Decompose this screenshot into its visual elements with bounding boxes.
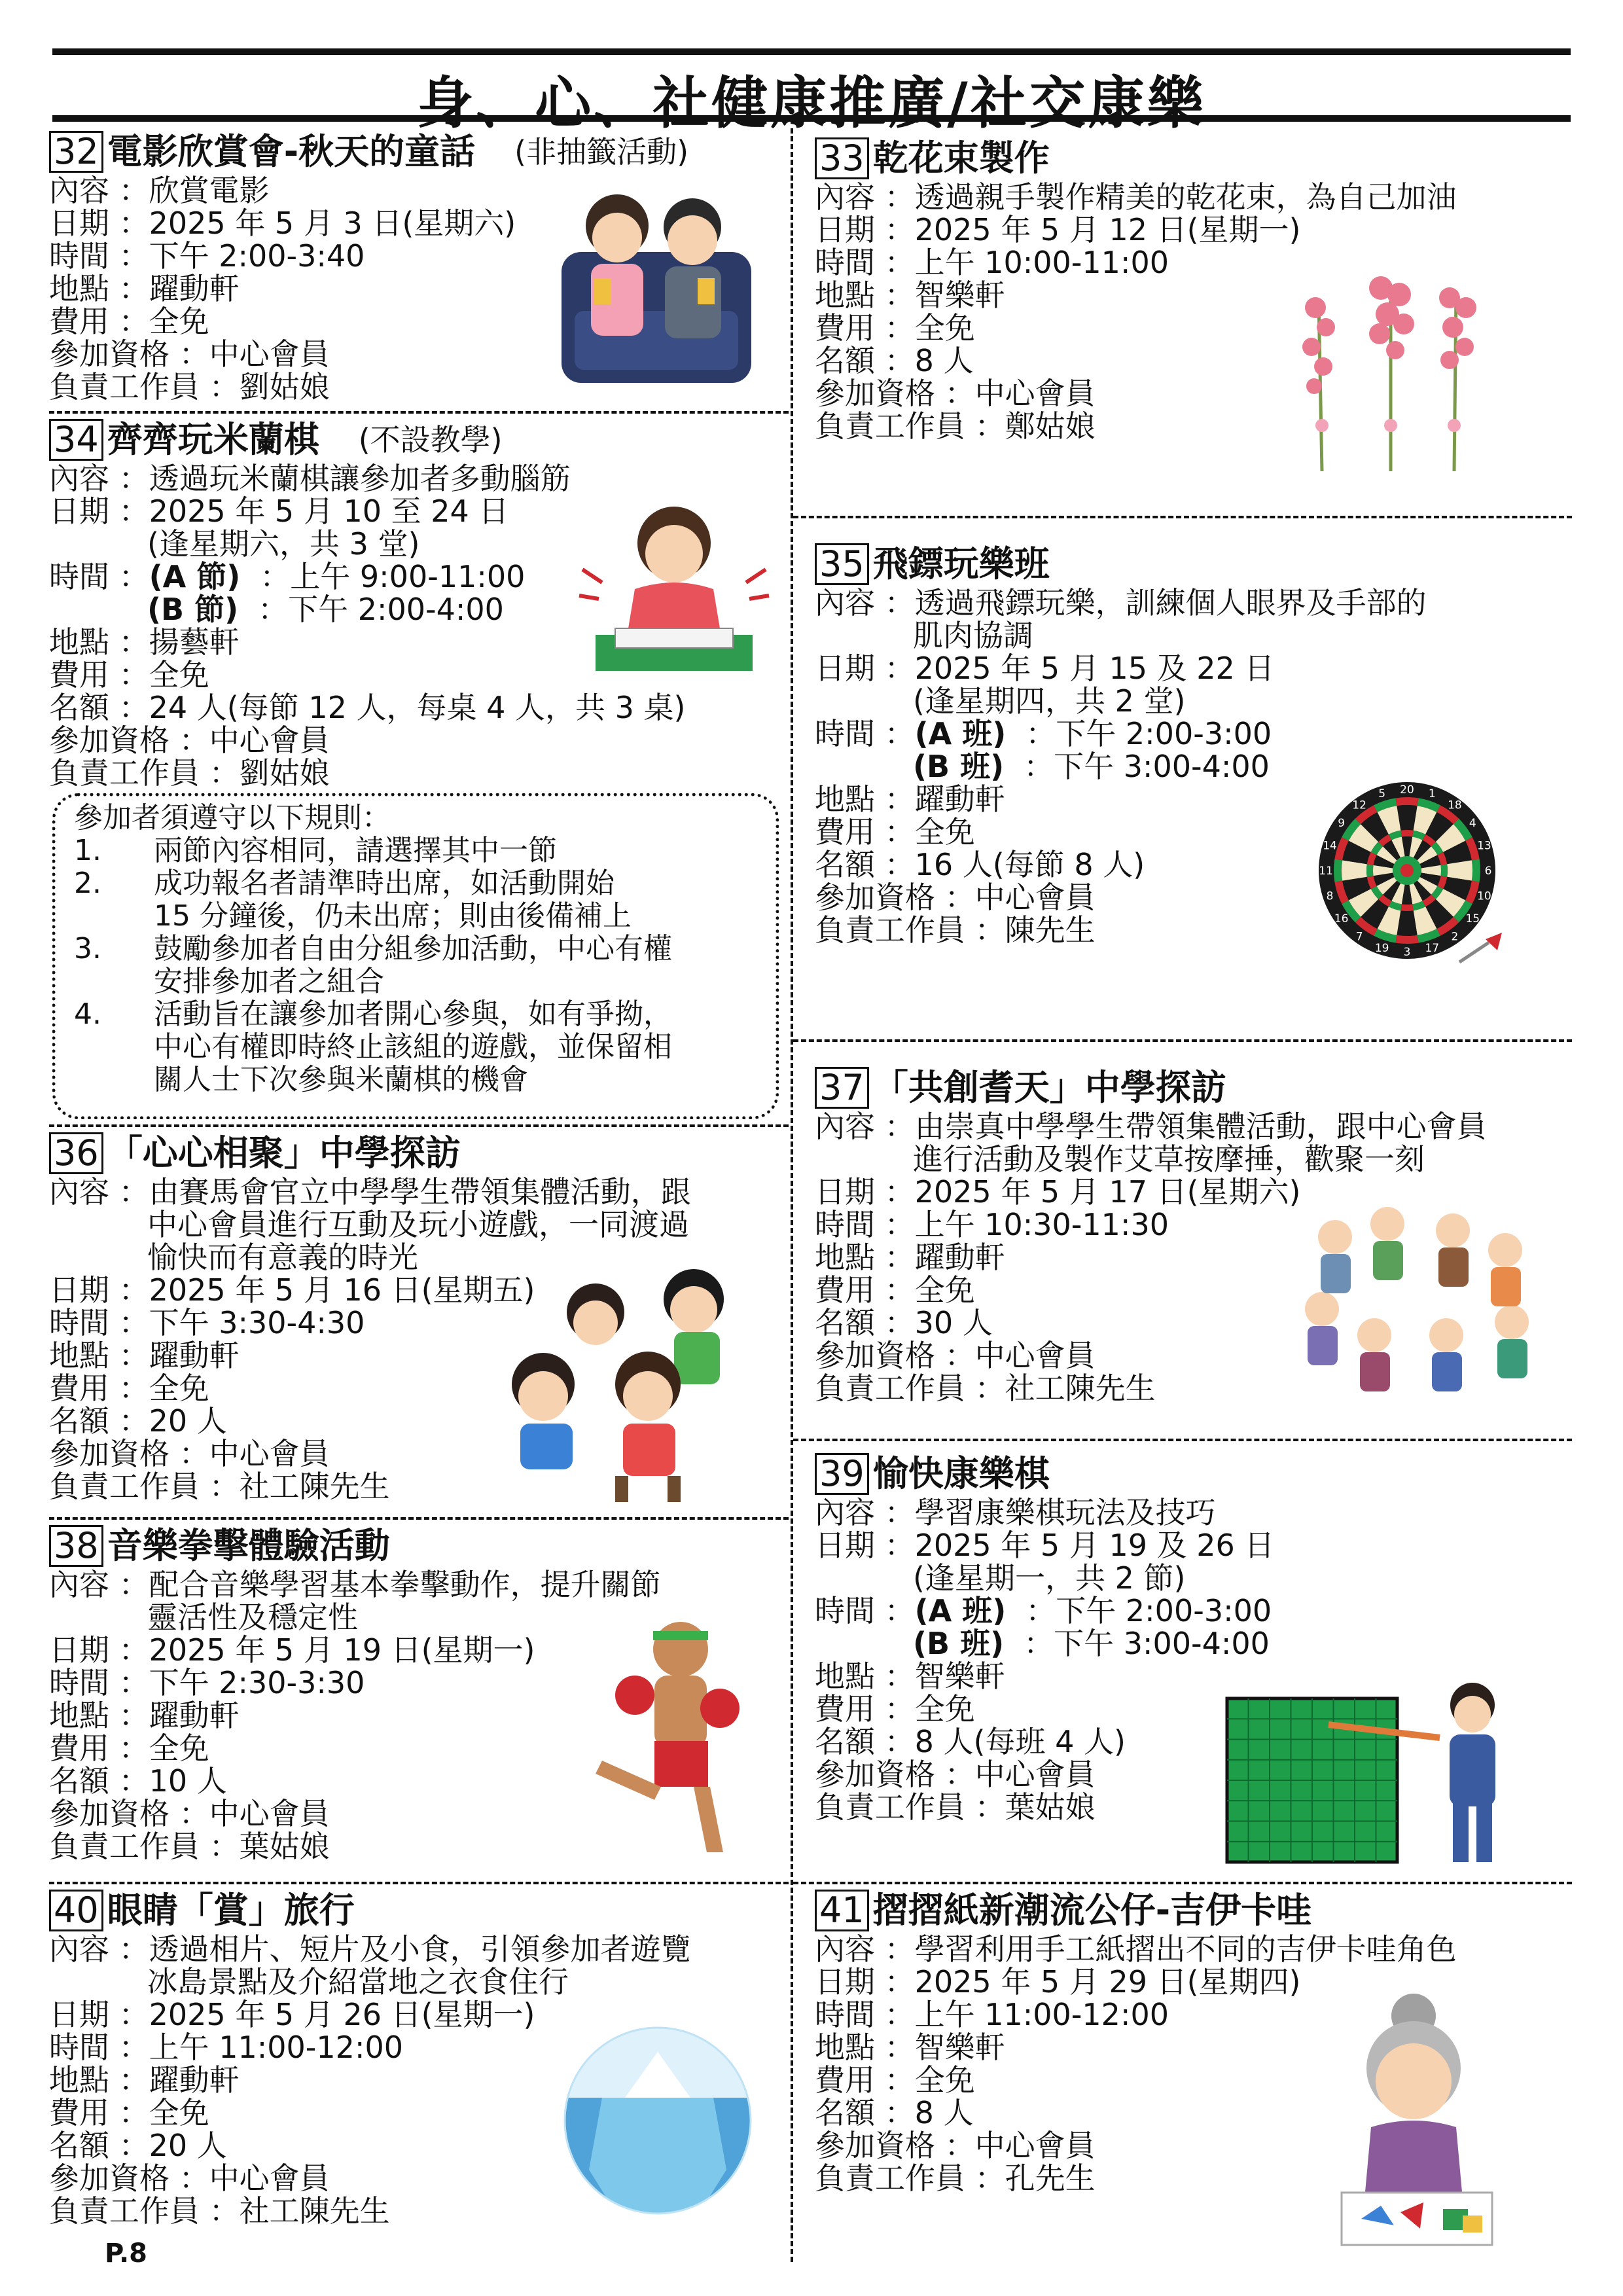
staff-label: 負責工作員 ： <box>49 369 240 404</box>
content-value: 學習利用手工紙摺出不同的吉伊卡哇角色 <box>914 1931 1457 1967</box>
venue-value: 智樂軒 <box>914 1659 1005 1694</box>
dartboard-segment <box>1440 864 1448 876</box>
rule-text-line: 鼓勵參加者自由分組參加活動，中心有權 <box>154 932 672 965</box>
content-label: 內容 ： <box>815 1109 915 1144</box>
class-b-label: (B 班) <box>913 1626 1005 1661</box>
section-header <box>49 130 782 174</box>
fee-value: 全免 <box>914 310 975 346</box>
venue-value: 躍動軒 <box>149 1338 240 1373</box>
dartboard-number: 6 <box>1484 865 1492 878</box>
venue-value: 躍動軒 <box>914 781 1005 817</box>
divider-right-1 <box>793 516 1572 518</box>
rule-text-line: 活動旨在讓參加者開心參與，如有爭拗， <box>154 997 672 1031</box>
time-label: 時間 ： <box>49 1305 149 1340</box>
dartboard-number: 8 <box>1326 889 1334 903</box>
rules-box <box>52 793 779 1119</box>
section-note: (不設教學) <box>358 422 503 457</box>
section-title: 齊齊玩米蘭棋 <box>107 419 319 460</box>
time-label: 時間 ： <box>49 238 149 274</box>
class-a-label: (A 班) <box>914 716 1007 751</box>
time-label: 時間 ： <box>49 559 149 594</box>
iceberg-illustration <box>563 2000 753 2242</box>
rule-text-line: 關人士下次參與米蘭棋的機會 <box>154 1063 528 1096</box>
time-label: 時間 ： <box>49 2030 149 2065</box>
dartboard-segment <box>1400 904 1413 911</box>
staff-label: 負責工作員 ： <box>815 1371 1005 1406</box>
fee-label: 費用 ： <box>49 657 149 692</box>
quota-value: 30 人 <box>914 1305 993 1340</box>
section-number: 33 <box>815 137 869 179</box>
date-label: 日期 ： <box>49 1632 149 1668</box>
class-a-label: (A 班) <box>914 1593 1007 1628</box>
date-value: 2025 年 5 月 29 日(星期四) <box>914 1964 1301 2000</box>
fee-value: 全免 <box>914 1691 975 1727</box>
date-value: 2025 年 5 月 19 及 26 日 <box>914 1528 1275 1563</box>
content-label: 內容 ： <box>815 1931 915 1967</box>
fee-value: 全免 <box>914 2062 975 2098</box>
time-label: 時間 ： <box>815 1207 915 1242</box>
content-value-cont: 冰島景點及介紹當地之衣食住行 <box>147 1964 569 2000</box>
rules-list <box>56 834 776 1096</box>
fee-value: 全免 <box>149 304 209 339</box>
eligibility-label: 參加資格 ： <box>49 336 209 372</box>
dartboard-number: 10 <box>1477 889 1491 903</box>
staff-value: 陳先生 <box>1005 912 1096 948</box>
section-title: 愉快康樂棋 <box>872 1453 1050 1494</box>
staff-label: 負責工作員 ： <box>815 1789 1005 1825</box>
rule-text <box>154 867 776 933</box>
staff-value: 社工陳先生 <box>239 1469 390 1504</box>
content-label: 內容 ： <box>49 1174 149 1210</box>
section-number: 41 <box>815 1890 869 1931</box>
date-label: 日期 ： <box>49 206 149 241</box>
page-number: P.8 <box>105 2238 147 2269</box>
staff-label: 負責工作員 ： <box>49 755 240 791</box>
dartboard-segment <box>1366 864 1374 876</box>
kickboxer-illustration <box>576 1604 772 1865</box>
fee-value: 全免 <box>914 814 975 850</box>
students-playing-illustration <box>484 1260 772 1509</box>
dartboard-segment <box>1395 935 1418 944</box>
venue-label: 地點 ： <box>49 271 149 306</box>
time-label: 時間 ： <box>815 716 915 751</box>
fee-value: 全免 <box>149 657 209 692</box>
staff-value: 社工陳先生 <box>1005 1371 1156 1406</box>
dartboard-number: 3 <box>1403 946 1411 959</box>
venue-label: 地點 ： <box>815 1659 915 1694</box>
content-label: 內容 ： <box>49 1931 149 1967</box>
content-value: 透過飛鏢玩樂，訓練個人眼界及手部的 <box>914 585 1427 620</box>
section-number: 32 <box>49 131 103 173</box>
content-label: 內容 ： <box>815 1495 915 1530</box>
section-number: 34 <box>49 419 103 461</box>
date-value: 2025 年 5 月 17 日(星期六) <box>914 1174 1301 1210</box>
dartboard-segment <box>1334 859 1342 882</box>
content-value: 由賽馬會官立中學學生帶領集體活動，跟 <box>149 1174 691 1210</box>
quota-label: 名額 ： <box>815 847 915 882</box>
fee-label: 費用 ： <box>815 814 915 850</box>
quota-value: 8 人 <box>914 343 974 378</box>
venue-value: 躍動軒 <box>149 1698 240 1733</box>
eligibility-value: 中心會員 <box>974 880 1096 915</box>
fee-label: 費用 ： <box>49 1371 149 1406</box>
rule-item <box>56 867 776 933</box>
venue-label: 地點 ： <box>49 1698 149 1733</box>
rule-item <box>56 834 776 867</box>
column-divider <box>791 128 793 2262</box>
content-value-cont: 中心會員進行互動及玩小遊戲，一同渡過 <box>147 1207 689 1242</box>
eligibility-label: 參加資格 ： <box>815 1757 975 1792</box>
section-number: 37 <box>815 1067 869 1109</box>
date-detail: (逢星期一，共 2 節) <box>913 1560 1186 1596</box>
fee-label: 費用 ： <box>815 1272 915 1308</box>
content-label: 內容 ： <box>49 1567 149 1602</box>
rule-text-line: 15 分鐘後，仍未出席；則由後備補上 <box>154 899 632 933</box>
dartboard-illustration <box>1315 779 1512 982</box>
dartboard-number: 12 <box>1352 798 1366 812</box>
dartboard-number: 11 <box>1319 865 1333 878</box>
eligibility-value: 中心會員 <box>209 723 330 758</box>
top-rule <box>52 48 1571 55</box>
page-title: 身、心、社健康推廣/社交康樂 <box>417 71 1206 136</box>
content-value: 學習康樂棋玩法及技巧 <box>914 1495 1216 1530</box>
section-title: 乾花束製作 <box>872 137 1050 179</box>
date-label: 日期 ： <box>815 212 915 247</box>
fee-label: 費用 ： <box>49 304 149 339</box>
eligibility-label: 參加資格 ： <box>815 2128 975 2163</box>
dartboard-number: 13 <box>1477 839 1491 853</box>
rule-text-line: 安排參加者之組合 <box>154 965 384 998</box>
content-value-cont: 靈活性及穩定性 <box>147 1600 358 1635</box>
divider-right-4 <box>793 1882 1572 1884</box>
rule-text <box>154 933 776 998</box>
time-value: 下午 2:30-3:30 <box>149 1665 365 1700</box>
board-game-player-illustration <box>569 497 779 687</box>
dartboard-number: 2 <box>1451 930 1459 944</box>
section-number: 38 <box>49 1525 103 1567</box>
cinema-couple-illustration <box>555 180 758 396</box>
fee-label: 費用 ： <box>815 310 915 346</box>
staff-label: 負責工作員 ： <box>49 1829 240 1864</box>
quota-label: 名額 ： <box>49 690 149 725</box>
quota-value: 8 人 <box>914 2095 974 2130</box>
fee-label: 費用 ： <box>49 1731 149 1766</box>
venue-value: 躍動軒 <box>914 1240 1005 1275</box>
section-number: 40 <box>49 1890 103 1931</box>
quota-label: 名額 ： <box>815 343 915 378</box>
eligibility-value: 中心會員 <box>974 2128 1096 2163</box>
dried-flower-bouquets-illustration <box>1283 262 1499 484</box>
dartboard-number: 19 <box>1374 941 1389 955</box>
staff-value: 劉姑娘 <box>239 755 330 791</box>
content-value: 透過玩米蘭棋讓參加者多動腦筋 <box>149 461 571 496</box>
divider-right-2 <box>793 1039 1572 1042</box>
section-header <box>815 1452 1567 1496</box>
staff-value: 葉姑娘 <box>1005 1789 1096 1825</box>
section-header <box>49 1888 782 1933</box>
dartboard-segment <box>1400 830 1413 837</box>
fee-value: 全免 <box>914 1272 975 1308</box>
divider-left-2 <box>49 1124 789 1127</box>
section-header <box>49 418 782 462</box>
dartboard-number: 7 <box>1355 930 1363 944</box>
section-header <box>815 136 1567 181</box>
quota-value: 8 人(每班 4 人) <box>914 1724 1126 1759</box>
time-value: 上午 10:00-11:00 <box>914 245 1169 280</box>
dartboard-segment <box>1395 797 1418 806</box>
date-label: 日期 ： <box>49 493 149 529</box>
eligibility-value: 中心會員 <box>209 2161 330 2196</box>
quota-label: 名額 ： <box>49 1403 149 1439</box>
time-value: 上午 10:30-11:30 <box>914 1207 1169 1242</box>
date-label: 日期 ： <box>49 1272 149 1308</box>
section-header <box>815 542 1567 586</box>
class-b-time: ：下午 3:00-4:00 <box>1024 749 1270 784</box>
date-label: 日期 ： <box>815 1964 915 2000</box>
content-value: 透過親手製作精美的乾花束，為自己加油 <box>914 179 1457 215</box>
rule-text-line: 兩節內容相同，請選擇其中一節 <box>154 834 557 867</box>
fee-label: 費用 ： <box>815 2062 915 2098</box>
date-label: 日期 ： <box>49 1997 149 2032</box>
eligibility-label: 參加資格 ： <box>815 1338 975 1373</box>
section-title: 眼睛「賞」旅行 <box>107 1890 355 1931</box>
rules-heading: 參加者須遵守以下規則： <box>74 801 391 834</box>
venue-label: 地點 ： <box>815 2030 915 2065</box>
date-value: 2025 年 5 月 16 日(星期五) <box>149 1272 535 1308</box>
quota-label: 名額 ： <box>815 2095 915 2130</box>
time-label: 時間 ： <box>815 1997 915 2032</box>
time-value: 上午 11:00-12:00 <box>149 2030 403 2065</box>
time-value: 下午 3:30-4:30 <box>149 1305 365 1340</box>
date-detail: (逢星期六，共 3 堂) <box>147 526 420 562</box>
content-value: 欣賞電影 <box>149 173 270 208</box>
fee-label: 費用 ： <box>49 2095 149 2130</box>
eligibility-label: 參加資格 ： <box>815 880 975 915</box>
dartboard-number: 1 <box>1428 787 1436 801</box>
group-circle-illustration <box>1283 1198 1544 1420</box>
venue-value: 躍動軒 <box>149 2062 240 2098</box>
divider-right-3 <box>793 1439 1572 1441</box>
quota-label: 名額 ： <box>49 1763 149 1799</box>
quota-label: 名額 ： <box>815 1724 915 1759</box>
staff-value: 鄭姑娘 <box>1005 408 1096 444</box>
content-value: 透過相片、短片及小食，引領參加者遊覽 <box>149 1931 691 1967</box>
divider-left-3 <box>49 1517 789 1520</box>
session-b-time: ：下午 2:00-4:00 <box>258 592 504 627</box>
date-value: 2025 年 5 月 19 日(星期一) <box>149 1632 535 1668</box>
venue-value: 揚藝軒 <box>149 624 240 660</box>
content-value-cont: 愉快而有意義的時光 <box>147 1240 418 1275</box>
rule-number: 3. <box>74 932 101 965</box>
section-header <box>49 1131 782 1175</box>
section-header <box>815 1066 1567 1110</box>
fee-value: 全免 <box>149 1731 209 1766</box>
dartboard-number: 5 <box>1378 787 1386 801</box>
date-label: 日期 ： <box>815 1174 915 1210</box>
eligibility-label: 參加資格 ： <box>49 1796 209 1831</box>
venue-value: 智樂軒 <box>914 2030 1005 2065</box>
content-value: 配合音樂學習基本拳擊動作，提升關節 <box>149 1567 661 1602</box>
quota-value: 16 人(每節 8 人) <box>914 847 1145 882</box>
class-a-time: ：下午 2:00-3:00 <box>1026 716 1272 751</box>
eligibility-label: 參加資格 ： <box>49 723 209 758</box>
staff-value: 劉姑娘 <box>239 369 330 404</box>
section-title: 「心心相聚」中學探訪 <box>107 1132 461 1174</box>
date-value: 2025 年 5 月 26 日(星期一) <box>149 1997 535 2032</box>
venue-value: 智樂軒 <box>914 278 1005 313</box>
dartboard-number: 14 <box>1323 839 1337 853</box>
fee-label: 費用 ： <box>815 1691 915 1727</box>
eligibility-value: 中心會員 <box>209 336 330 372</box>
content-label: 內容 ： <box>815 585 915 620</box>
eligibility-label: 參加資格 ： <box>815 376 975 411</box>
content-label: 內容 ： <box>49 461 149 496</box>
content-label: 內容 ： <box>49 173 149 208</box>
date-value: 2025 年 5 月 10 至 24 日 <box>149 493 509 529</box>
dartboard-number: 15 <box>1465 912 1480 925</box>
section-title: 摺摺紙新潮流公仔-吉伊卡哇 <box>872 1890 1312 1931</box>
venue-label: 地點 ： <box>815 781 915 817</box>
section-number: 36 <box>49 1132 103 1174</box>
date-label: 日期 ： <box>815 651 915 686</box>
origami-grandma-illustration <box>1315 1983 1512 2251</box>
quota-label: 名額 ： <box>815 1305 915 1340</box>
session-a-time: ：上午 9:00-11:00 <box>260 559 526 594</box>
rule-number: 4. <box>74 997 101 1031</box>
dartboard-number: 20 <box>1400 783 1414 797</box>
section-number: 39 <box>815 1453 869 1495</box>
venue-label: 地點 ： <box>49 624 149 660</box>
staff-value: 葉姑娘 <box>239 1829 330 1864</box>
section-number: 35 <box>815 543 869 585</box>
teacher-board-illustration <box>1224 1672 1512 1869</box>
rule-text-line: 中心有權即時終止該組的遊戲，並保留相 <box>154 1030 672 1064</box>
eligibility-label: 參加資格 ： <box>49 2161 209 2196</box>
time-label: 時間 ： <box>815 1593 915 1628</box>
divider-left-4 <box>49 1882 789 1884</box>
section-title: 飛鏢玩樂班 <box>872 543 1050 584</box>
time-value: 上午 11:00-12:00 <box>914 1997 1169 2032</box>
staff-label: 負責工作員 ： <box>815 408 1005 444</box>
section-note: (非抽籤活動) <box>514 134 689 170</box>
venue-label: 地點 ： <box>49 2062 149 2098</box>
quota-label: 名額 ： <box>49 2128 149 2163</box>
eligibility-label: 參加資格 ： <box>49 1436 209 1471</box>
staff-value: 社工陳先生 <box>239 2193 390 2229</box>
rule-item <box>56 998 776 1096</box>
eligibility-value: 中心會員 <box>209 1796 330 1831</box>
rule-item <box>56 933 776 998</box>
dartboard-number: 16 <box>1334 912 1349 925</box>
rule-number: 2. <box>74 867 101 900</box>
divider-left-1 <box>49 411 789 414</box>
dartboard-segment <box>1472 859 1480 882</box>
time-label: 時間 ： <box>815 245 915 280</box>
section-title: 音樂拳擊體驗活動 <box>107 1525 390 1566</box>
staff-label: 負責工作員 ： <box>815 2161 1005 2196</box>
dartboard-number: 18 <box>1448 798 1462 812</box>
date-value: 2025 年 5 月 15 及 22 日 <box>914 651 1275 686</box>
date-detail: (逢星期四，共 2 堂) <box>913 683 1186 719</box>
staff-value: 孔先生 <box>1005 2161 1096 2196</box>
eligibility-value: 中心會員 <box>974 1757 1096 1792</box>
section-header <box>815 1888 1567 1933</box>
title-underline <box>52 115 1571 122</box>
fee-value: 全免 <box>149 1371 209 1406</box>
rule-number: 1. <box>74 834 101 867</box>
eligibility-value: 中心會員 <box>974 1338 1096 1373</box>
time-label: 時間 ： <box>49 1665 149 1700</box>
dartboard-number: 4 <box>1469 817 1476 831</box>
venue-label: 地點 ： <box>815 278 915 313</box>
staff-label: 負責工作員 ： <box>49 2193 240 2229</box>
rule-text <box>154 834 776 867</box>
time-value: 下午 2:00-3:40 <box>149 238 365 274</box>
quota-value: 24 人(每節 12 人，每桌 4 人，共 3 桌) <box>149 690 686 725</box>
eligibility-value: 中心會員 <box>974 376 1096 411</box>
rule-text-line: 成功報名者請準時出席，如活動開始 <box>154 867 615 900</box>
dartboard-number: 9 <box>1338 817 1346 831</box>
class-a-time: ：下午 2:00-3:00 <box>1026 1593 1272 1628</box>
venue-label: 地點 ： <box>49 1338 149 1373</box>
date-label: 日期 ： <box>815 1528 915 1563</box>
date-value: 2025 年 5 月 3 日(星期六) <box>149 206 516 241</box>
quota-value: 10 人 <box>149 1763 227 1799</box>
class-b-time: ：下午 3:00-4:00 <box>1024 1626 1270 1661</box>
date-value: 2025 年 5 月 12 日(星期一) <box>914 212 1301 247</box>
venue-label: 地點 ： <box>815 1240 915 1275</box>
fee-value: 全免 <box>149 2095 209 2130</box>
staff-label: 負責工作員 ： <box>815 912 1005 948</box>
section-title: 電影欣賞會-秋天的童話 <box>107 131 476 172</box>
content-value-cont: 肌肉協調 <box>913 618 1033 653</box>
eligibility-value: 中心會員 <box>209 1436 330 1471</box>
dartboard-number: 17 <box>1425 941 1440 955</box>
section-title: 「共創耆天」中學探訪 <box>872 1067 1226 1108</box>
content-value-cont: 進行活動及製作艾草按摩捶，歡聚一刻 <box>913 1141 1425 1177</box>
section-header <box>49 1524 782 1568</box>
class-b-label: (B 班) <box>913 749 1005 784</box>
content-value: 由崇真中學學生帶領集體活動，跟中心會員 <box>914 1109 1487 1144</box>
venue-value: 躍動軒 <box>149 271 240 306</box>
staff-label: 負責工作員 ： <box>49 1469 240 1504</box>
quota-value: 20 人 <box>149 2128 227 2163</box>
session-a-label: (A 節) <box>149 559 241 594</box>
quota-value: 20 人 <box>149 1403 227 1439</box>
session-b-label: (B 節) <box>147 592 239 627</box>
rule-text <box>154 998 776 1096</box>
content-label: 內容 ： <box>815 179 915 215</box>
